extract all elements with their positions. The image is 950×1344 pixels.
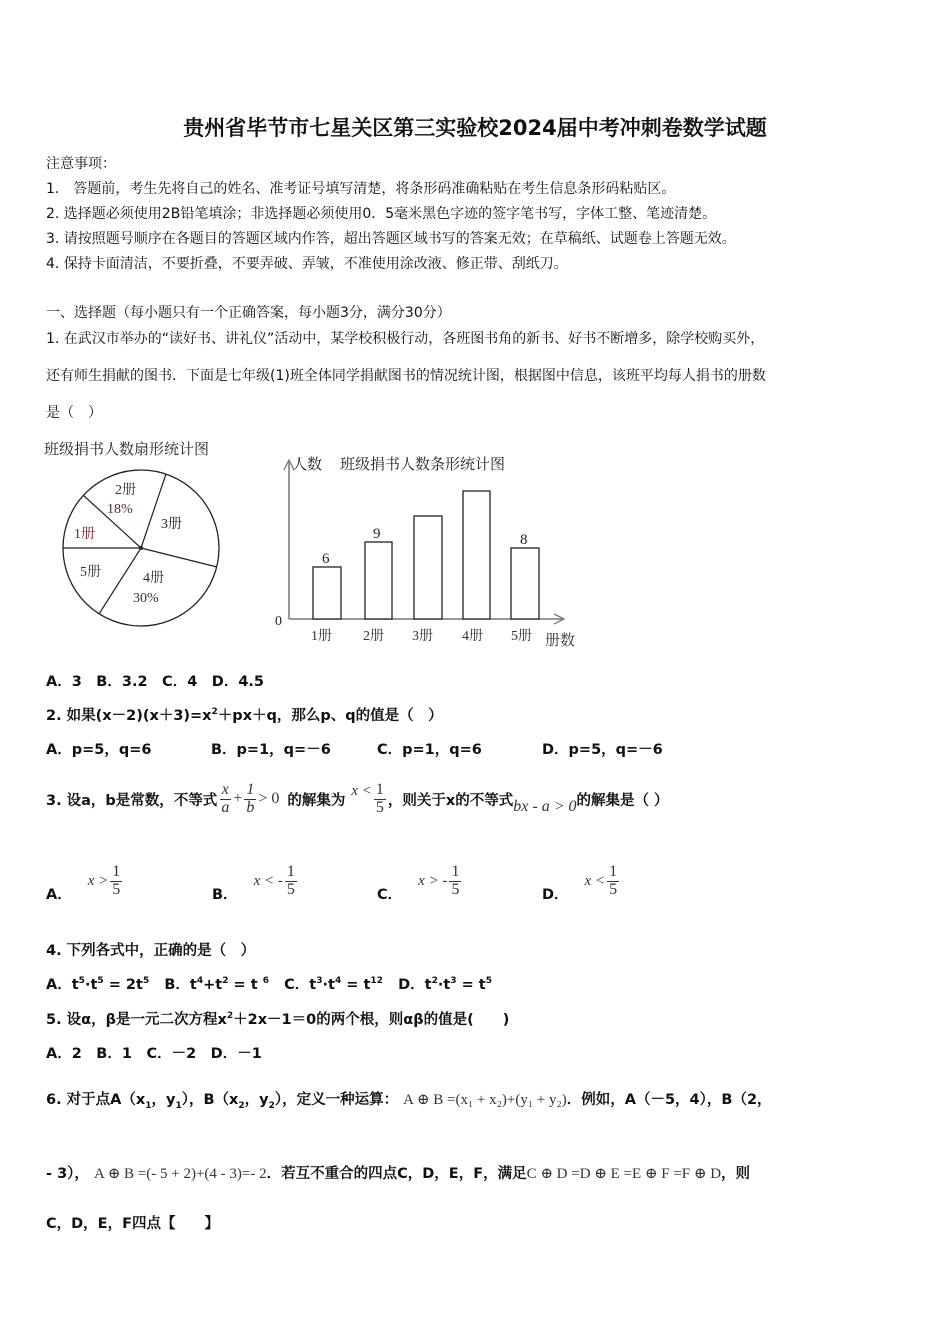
q6-example-formula: A ⊕ B =(- 5 + 2)+(4 - 3)=- 2 (93, 1166, 267, 1182)
bar-1 (313, 567, 341, 619)
q3-stem: 3. 设a，b是常数，不等式 $\frac{x}{a}$ + $\frac{1}{b}$ > 0 的解集为 x < $\frac{1}{5}$ ，则关于x的不等式 bx - a > 0 的解集是（ ） (46, 780, 669, 816)
fraction-1-over-5: $\frac{1}{5}$ (375, 780, 384, 816)
bar-5 (511, 548, 539, 619)
bar-origin-label: 0 (275, 614, 282, 629)
note-item-1: 1. 答题前，考生先将自己的姓名、准考证号填写清楚，将条形码准确粘贴在考生信息条形码粘贴区。 (46, 181, 676, 197)
q2-option-b: B．p=1，q=－6 (211, 742, 331, 758)
pie-percent-2: 18% (107, 502, 133, 517)
bar-chart (270, 448, 590, 653)
q4-option-d: D．$t^2\cdot t^3 = t^5$ (398, 976, 493, 993)
bar-value-5: 8 (520, 532, 528, 548)
q6-line1: 6. 对于点$A(x_1$，$y_1$），$B(x_2$，$y_2$），定义一种运算： A ⊕ B =(x₁ + x₂)+(y₁ + y₂)．例如，A（－5，4），B（2， (46, 1092, 772, 1111)
note-item-2: 2. 选择题必须使用2B铅笔填涂；非选择题必须使用0．5毫米黑色字迹的签字笔书写，字体工整、笔迹清楚。 (46, 206, 717, 222)
section-heading: 一、选择题（每小题只有一个正确答案，每小题3分，满分30分） (46, 305, 451, 321)
q5-options: A．2 B．1 C．－2 D．－1 (46, 1046, 262, 1062)
q3-option-a: A． x > $\frac{1}{5}$ (46, 862, 121, 903)
q1-line3: 是（ ） (46, 405, 102, 421)
bar-value-1: 6 (322, 551, 330, 567)
bar-cat-3: 3册 (412, 629, 433, 644)
fraction-1-over-b: $\frac{1}{b}$ (246, 780, 255, 816)
pie-chart (55, 460, 230, 630)
q2-stem: 2. 如果$(x-2)(x+3)=x^2+px+q$，那么p、q的值是（ ） (46, 707, 443, 724)
q2-option-d: D．p=5，q=－6 (542, 742, 663, 758)
q6-condition-formula: C ⊕ D =D ⊕ E =E ⊕ F =F ⊕ D (526, 1166, 722, 1182)
note-item-4: 4. 保持卡面清洁，不要折叠，不要弄破、弄皱，不准使用涂改液、修正带、刮纸刀。 (46, 256, 568, 272)
bar-3 (414, 516, 442, 619)
pie-label-4: 4册 (143, 571, 164, 586)
q2-option-c: C．p=1，q=6 (377, 742, 482, 758)
pie-label-3: 3册 (161, 517, 182, 532)
q6-line3: C，D，E，F四点【 】 (46, 1216, 219, 1232)
bar-chart-title: 班级捐书人数条形统计图 (340, 457, 506, 473)
q4-option-c: C．$t^3\cdot t^4 = t^{12}$ (284, 976, 383, 993)
bar-x-label: 册数 (545, 633, 576, 649)
pie-label-2: 2册 (115, 483, 136, 498)
q3-option-b: B． x < - $\frac{1}{5}$ (212, 862, 295, 903)
q6-definition-formula: A ⊕ B =(x₁ + x₂)+(y₁ + y₂) (403, 1092, 567, 1108)
q6-line2: - 3）， A ⊕ B =(- 5 + 2)+(4 - 3)=- 2．若互不重合的四点C，D，E，F，满足C ⊕ D =D ⊕ E =E ⊕ F =F ⊕ D，则 (46, 1166, 751, 1182)
pie-chart-title: 班级捐书人数扇形统计图 (44, 440, 210, 458)
pie-percent-4: 30% (133, 591, 159, 606)
bar-cat-5: 5册 (511, 629, 532, 644)
page-title: 贵州省毕节市七星关区第三实验校2024届中考冲刺卷数学试题 (183, 116, 767, 140)
notes-heading: 注意事项： (46, 156, 116, 172)
fraction-x-over-a: $\frac{x}{a}$ (221, 780, 230, 816)
q1-line1: 1. 在武汉市举办的“读好书、讲礼仪”活动中，某学校积极行动，各班图书角的新书、好书不断增多，除学校购买外， (46, 331, 765, 347)
q3-option-d: D． x < $\frac{1}{5}$ (542, 862, 618, 903)
q1-line2: 还有师生捐献的图书．下面是七年级(1)班全体同学捐献图书的情况统计图，根据图中信息，该班平均每人捐书的册数 (46, 368, 766, 384)
q3-option-c: C． x > - $\frac{1}{5}$ (377, 862, 460, 903)
bar-y-label: 人数 (292, 457, 323, 473)
note-item-3: 3. 请按照题号顺序在各题目的答题区域内作答，超出答题区域书写的答案无效；在草稿纸、试题卷上答题无效。 (46, 231, 736, 247)
bar-4 (463, 491, 490, 619)
bar-cat-1: 1册 (311, 629, 332, 644)
q4-option-a: A．$t^5\cdot t^5 = 2t^5$ (46, 976, 150, 993)
q2-option-a: A．p=5，q=6 (46, 742, 152, 758)
q5-stem: 5. 设α，β是一元二次方程$x^2+2x-1=0$的两个根，则αβ的值是( ) (46, 1011, 510, 1028)
bar-value-2: 9 (373, 526, 381, 542)
bar-cat-2: 2册 (363, 629, 384, 644)
q4-stem: 4. 下列各式中，正确的是（ ） (46, 943, 256, 959)
q4-options (46, 973, 492, 994)
q4-option-b: B．$t^4+t^2 = t$ $^6$ (164, 976, 269, 993)
q1-options: A．3 B．3.2 C．4 D．4.5 (46, 674, 265, 690)
bar-cat-4: 4册 (462, 629, 483, 644)
pie-label-5: 5册 (80, 565, 101, 580)
bar-2 (365, 542, 392, 619)
pie-label-1: 1册 (74, 527, 95, 542)
